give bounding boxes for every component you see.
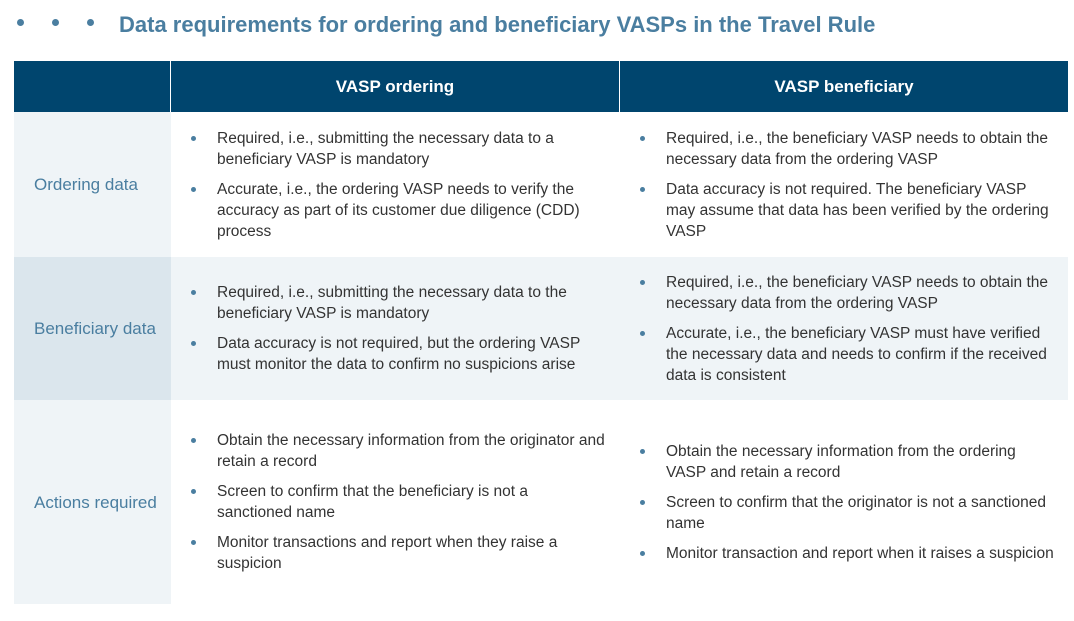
list-item: Monitor transactions and report when they raise a suspicion bbox=[191, 532, 606, 574]
list-item: Data accuracy is not required, but the ordering VASP must monitor the data to confirm no suspicions arise bbox=[191, 333, 606, 375]
column-header-beneficiary: VASP beneficiary bbox=[774, 76, 914, 96]
list-item: Obtain the necessary information from the ordering VASP and retain a record bbox=[640, 441, 1054, 483]
row-header: Beneficiary data bbox=[14, 257, 171, 400]
dot-icon bbox=[17, 19, 24, 26]
table-row-ordering-data bbox=[14, 112, 1068, 257]
cell-beneficiary bbox=[620, 112, 1068, 257]
bullet-list bbox=[191, 128, 606, 242]
cell-ordering bbox=[171, 257, 620, 400]
bullet-list bbox=[191, 430, 606, 574]
table-row-beneficiary-data bbox=[14, 257, 1068, 400]
table-header bbox=[14, 61, 1068, 112]
slide-header bbox=[0, 0, 1074, 52]
row-header: Ordering data bbox=[14, 112, 171, 257]
page-title: Data requirements for ordering and beneficiary VASPs in the Travel Rule bbox=[119, 12, 876, 37]
column-header-ordering: VASP ordering bbox=[171, 61, 620, 112]
list-item: Obtain the necessary information from the originator and retain a record bbox=[191, 430, 606, 472]
list-item: Screen to confirm that the originator is not a sanctioned name bbox=[640, 492, 1054, 534]
cell-ordering bbox=[171, 400, 620, 604]
bullet-list bbox=[640, 272, 1054, 386]
table-row-actions-required bbox=[14, 400, 1068, 604]
row-header: Actions required bbox=[14, 400, 171, 604]
cell-ordering bbox=[171, 112, 620, 257]
bullet-list bbox=[640, 441, 1054, 564]
list-item: Required, i.e., the beneficiary VASP needs to obtain the necessary data from the ordering VASP bbox=[640, 272, 1054, 314]
cell-beneficiary bbox=[620, 257, 1068, 400]
bullet-list bbox=[191, 282, 606, 375]
list-item: Required, i.e., submitting the necessary data to the beneficiary VASP is mandatory bbox=[191, 282, 606, 324]
cell-beneficiary bbox=[620, 400, 1068, 604]
bullet-list bbox=[640, 128, 1054, 242]
requirements-table bbox=[14, 61, 1068, 604]
dot-icon bbox=[87, 19, 94, 26]
dot-icon bbox=[52, 19, 59, 26]
list-item: Monitor transaction and report when it raises a suspicion bbox=[640, 543, 1054, 564]
list-item: Accurate, i.e., the beneficiary VASP must have verified the necessary data and needs to confirm if the received data is consistent bbox=[640, 323, 1054, 386]
list-item: Required, i.e., the beneficiary VASP needs to obtain the necessary data from the ordering VASP bbox=[640, 128, 1054, 170]
header-corner-cell bbox=[14, 61, 171, 112]
list-item: Accurate, i.e., the ordering VASP needs to verify the accuracy as part of its customer due diligence (CDD) process bbox=[191, 179, 606, 242]
list-item: Screen to confirm that the beneficiary is not a sanctioned name bbox=[191, 481, 606, 523]
list-item: Required, i.e., submitting the necessary data to a beneficiary VASP is mandatory bbox=[191, 128, 606, 170]
list-item: Data accuracy is not required. The beneficiary VASP may assume that data has been verified by the ordering VASP bbox=[640, 179, 1054, 242]
